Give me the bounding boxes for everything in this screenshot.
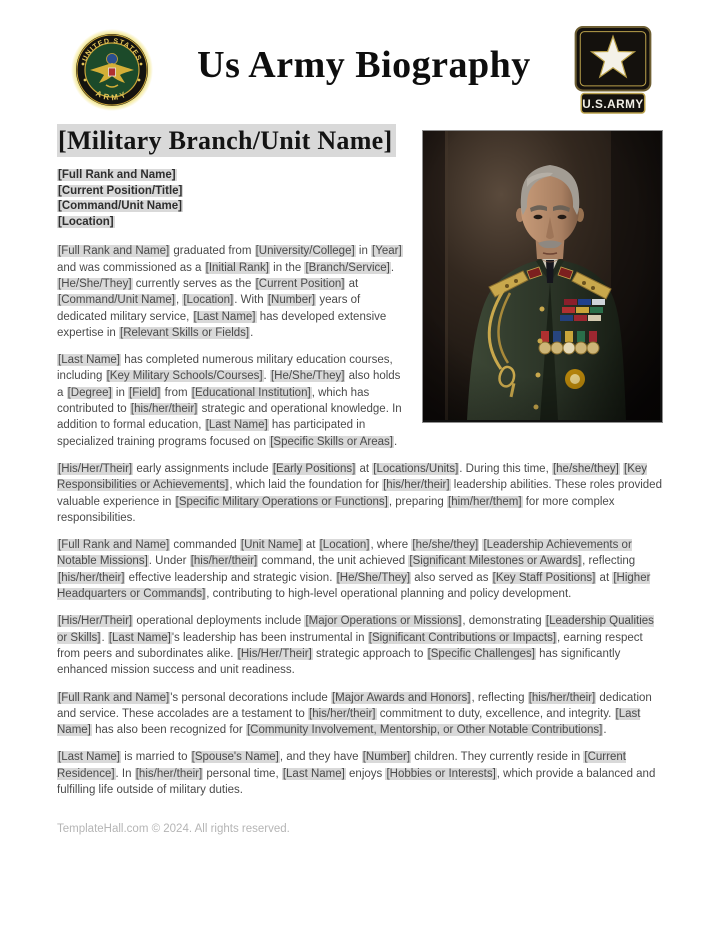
bio-paragraph: [Full Rank and Name] graduated from [University/College] in [Year] and was commissioned as a [Initial Rank] in the [Branch/Service]. [He/She/They] currently serves as the [Current Position] at [Command/Unit Name], [Location]. With [Number] years of dedicated military service, [Last Name] has developed extensive expertise in [Relevant Skills or Fields]. <box>57 245 402 339</box>
info-line: [Full Rank and Name] <box>58 169 176 181</box>
us-army-seal-icon <box>70 28 154 112</box>
footer-copyright: TemplateHall.com © 2024. All rights reserved. <box>57 823 290 836</box>
unit-heading-text: [Military Branch/Unit Name] <box>57 124 396 157</box>
army-logo-label: U.S.ARMY <box>582 97 644 111</box>
bio-paragraph: [Last Name] has completed numerous military education courses, including [Key Military Schools/Courses]. [He/She/They] also holds a [Degree] in [Field] from [Educational Institution], which has contributed to [his/her/their] strategic and operational knowledge. In addition to formal education, [Last Name] has participated in specialized training programs focused on [Specific Skills or Areas]. <box>57 354 402 448</box>
officer-portrait-photo <box>422 130 663 423</box>
document-header <box>0 0 720 116</box>
page-title: Us Army Biography <box>197 44 531 86</box>
info-line: [Current Position/Title] <box>58 184 183 197</box>
info-line: [Command/Unit Name] <box>58 200 182 213</box>
biography-content <box>0 116 720 835</box>
us-army-star-logo-icon <box>574 26 652 114</box>
bio-paragraph: [Last Name] is married to [Spouse's Name], and they have [Number] children. They currently reside in [Current Residence]. In [his/her/their] personal time, [Last Name] enjoys [Hobbies or Interests], which provide a balanced and fulfilling life outside of military duties. <box>57 751 656 796</box>
bio-paragraph: [His/Her/Their] operational deployments include [Major Operations or Missions], demonstrating [Leadership Qualities or Skills]. [Last Name]'s leadership has been instrumental in [Significant Contributions or Impacts], earning respect from peers and subordinates alike. [His/Her/Their] strategic approach to [Specific Challenges] has significantly enhanced mission success and unit readiness. <box>57 615 654 677</box>
bio-paragraph: [His/Her/Their] early assignments include [Early Positions] at [Locations/Units]. During this time, [he/she/they] [Key Responsibilities or Achievements], which laid the foundation for [his/her/their] leadership abilities. These roles provided valuable experience in [Specific Military Operations or Functions], preparing [him/her/them] for more complex responsibilities. <box>57 462 662 524</box>
bio-paragraph: [Full Rank and Name]'s personal decorations include [Major Awards and Honors], reflecting [his/her/their] dedication and service. These accolades are a testament to [his/her/their] commitment to duty, excellence, and integrity. [Last Name] has also been recognized for [Community Involvement, Mentorship, or Other Notable Contributions]. <box>57 691 652 737</box>
seal-top-text: UNITED STATES <box>81 37 143 63</box>
info-line: [Location] <box>58 215 114 228</box>
seal-bottom-text: ARMY <box>94 88 130 103</box>
bio-paragraph: [Full Rank and Name] commanded [Unit Name] at [Location], where [he/she/they] [Leadership Achievements or Notable Missions]. Under [his/her/their] command, the unit achieved [Significant Milestones or Awards], reflecting [his/her/their] effective leadership and strategic vision. [He/She/They] also served as [Key Staff Positions] at [Higher Headquarters or Commands], contributing to high-level operational planning and policy development. <box>57 539 651 601</box>
